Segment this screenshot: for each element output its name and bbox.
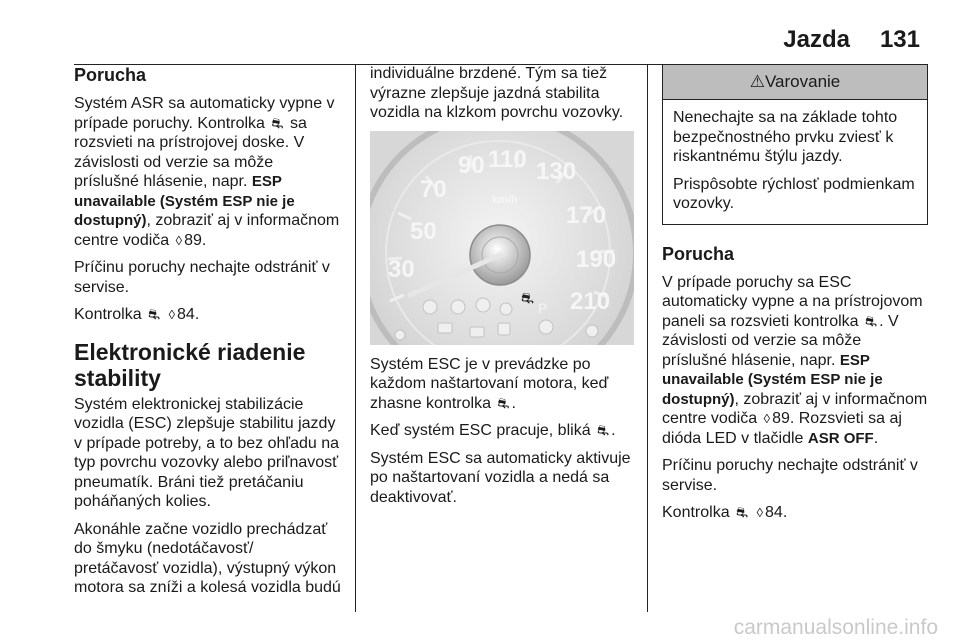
esc-warning-icon: ⛐ — [736, 504, 749, 520]
warning-box — [662, 64, 928, 225]
paragraph: Nenechajte sa na základe tohto bezpečnostného prvku zviesť k riskantnému štýlu jazdy. — [673, 109, 898, 165]
warning-triangle-icon: ⚠ — [749, 72, 765, 91]
column-divider — [647, 64, 648, 612]
page-link[interactable]: 89. Rozsvieti sa aj dióda LED v tlačidle — [662, 410, 902, 447]
esc-warning-icon: ⛐ — [865, 312, 878, 329]
warning-body — [663, 100, 927, 224]
heading-porucha: Porucha — [662, 243, 735, 264]
column-left — [74, 64, 342, 606]
paragraph: Akonáhle začne vozidlo prechádzať do šmyku (nedotáčavosť/ pretáčavosť vozidla), výstupný výkon motora sa zníži a kolesá vozidla budú — [74, 520, 341, 596]
page-reference-icon: ◊ — [175, 232, 183, 248]
column-middle — [370, 64, 634, 515]
gauge-label: 90 — [458, 151, 485, 179]
page-link[interactable]: 89. — [184, 231, 207, 249]
column-divider — [355, 64, 356, 612]
watermark: carmanualsonline.info — [733, 616, 938, 639]
gauge-unit: km/h — [492, 193, 518, 206]
paragraph: Kontrolka ⛐ ◊ 84. — [74, 306, 200, 323]
esc-warning-icon: ⛐ — [497, 394, 510, 411]
paragraph: Príčinu poruchy nechajte odstrániť v servise. — [662, 457, 918, 494]
heading-esc: Elektronické riadenie stability — [74, 338, 306, 391]
gauge-label: 70 — [420, 175, 447, 203]
column-right — [662, 64, 928, 531]
esc-telltale-icon: ⛐ — [521, 288, 534, 307]
paragraph: Systém ESC je v prevádzke po každom naštartovaní motora, keď zhasne kontrolka ⛐ . — [370, 355, 609, 412]
gauge-label: 190 — [576, 245, 617, 273]
esc-warning-icon: ⛐ — [597, 422, 610, 438]
esc-warning-icon: ⛐ — [148, 306, 161, 322]
speedometer-illustration — [370, 131, 634, 345]
paragraph: Systém ESC sa automaticky aktivuje po naštartovaní vozidla a nedá sa deaktivovať. — [370, 449, 631, 506]
paragraph: Systém ASR sa automaticky vypne v prípade poruchy. Kontrolka ⛐ sa rozsvieti na prístrojovej doske. V závislosti od verzie sa môže príslušné hlásenie, napr. ESP unavailable (Systém ESP nie je dostupný), zobraziť aj v informačnom centre vodiča ◊ 89. — [74, 95, 340, 249]
parking-telltale-icon: P — [538, 299, 548, 316]
page-reference-icon: ◊ — [168, 307, 176, 322]
paragraph: Keď systém ESC pracuje, bliká ⛐ . — [370, 422, 616, 439]
page-header — [0, 22, 960, 62]
paragraph: Systém elektronickej stabilizácie vozidla (ESC) zlepšuje stabilitu jazdy v prípade potreby, a to bez ohľadu na typ povrchu vozovky alebo priľnavosť pneumatík. Bráni tiež pretáčaniu poháňaných kolies. — [74, 395, 339, 510]
page-number: 131 — [879, 26, 920, 53]
gauge-label: 130 — [536, 157, 577, 185]
gauge-label: 110 — [488, 145, 527, 173]
paragraph: Prispôsobte rýchlosť podmienkam vozovky. — [673, 175, 915, 212]
heading-porucha: Porucha — [74, 65, 147, 85]
page-reference-icon: ◊ — [756, 505, 764, 520]
section-title: Jazda — [783, 26, 850, 53]
page-link[interactable]: 84. — [177, 306, 200, 323]
paragraph: V prípade poruchy sa ESC automaticky vypne a na prístrojovom paneli sa rozsvieti kontrolka ⛐ . V závislosti od verzie sa môže príslušné hlásenie, napr. ESP unavailable (Systém ESP nie je dostupný), zobraziť aj v informačnom centre vodiča ◊ 89. Rozsvieti sa aj dióda LED v tlačidle ASR OFF. — [662, 273, 928, 447]
paragraph: individuálne brzdené. Tým sa tiež výrazne zlepšuje jazdná stabilita vozidla na klzkom povrchu vozovky. — [370, 65, 624, 121]
paragraph: Príčinu poruchy nechajte odstrániť v servise. — [74, 259, 330, 296]
warning-header: ⚠Varovanie — [663, 65, 927, 100]
esc-warning-icon: ⛐ — [271, 114, 284, 131]
gauge-label: 170 — [566, 201, 607, 229]
page-reference-icon: ◊ — [763, 411, 771, 426]
gauge-label: 210 — [570, 287, 611, 315]
gauge-label: 30 — [388, 255, 415, 283]
gauge-label: 50 — [410, 217, 437, 245]
page-link[interactable]: 84. — [765, 504, 788, 521]
paragraph: Kontrolka ⛐ ◊ 84. — [662, 504, 788, 521]
